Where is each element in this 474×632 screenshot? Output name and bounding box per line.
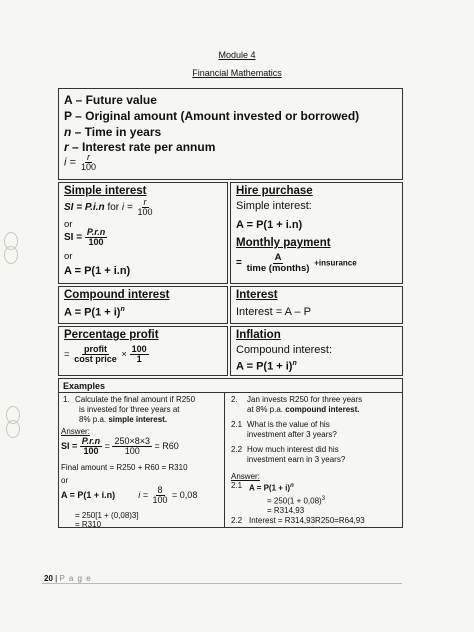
- percentage-profit-title: Percentage profit: [64, 329, 159, 341]
- definition-rate: r – Interest rate per annum: [64, 140, 216, 154]
- step-1: = 250[1 + (0,08)3]: [75, 511, 139, 520]
- question-number: 2.1: [231, 481, 243, 490]
- rate-formula: i = $\frac{r}{100}$: [64, 152, 97, 172]
- question-2-2-text: How much interest did his investment earn in 3 years?: [247, 445, 346, 464]
- inflation-subtitle: Compound interest:: [236, 344, 332, 356]
- page-title: Financial Mathematics: [192, 68, 282, 78]
- compound-interest-box: [58, 286, 228, 324]
- interest-formula: Interest = A – P: [236, 306, 311, 318]
- example-2-panel: [225, 392, 403, 528]
- hire-purchase-title: Hire purchase: [236, 185, 313, 197]
- interest-title: Interest: [236, 289, 278, 301]
- footer-divider: [42, 583, 402, 584]
- monthly-payment-title: Monthly payment: [236, 237, 331, 249]
- question-2-text: Jan invests R250 for three years at 8% p.a. compound interest.: [247, 395, 363, 414]
- interest-box: [230, 286, 403, 324]
- module-label: Module 4: [218, 50, 256, 60]
- answer-2-2: Interest = R314,93R250=R64,93: [249, 516, 365, 525]
- hire-purchase-formula: A = P(1 + i.n): [236, 219, 303, 231]
- question-number: 2.2: [231, 516, 243, 525]
- examples-title: Examples: [63, 381, 106, 391]
- question-1-text: Calculate the final amount if R250 is invested for three years at 8% p.a. simple interest.: [75, 395, 196, 424]
- si-final-formula: A = P(1 + i.n): [64, 265, 131, 277]
- definitions-box: [58, 88, 403, 180]
- monthly-payment-formula: = $\frac{A}{\text{time (months)}}$ +insurance: [236, 252, 357, 274]
- definition-future-value: A – Future value: [64, 93, 157, 107]
- simple-interest-box: [58, 182, 228, 284]
- step-2: = R310: [75, 520, 102, 529]
- question-number: 2.2: [231, 445, 243, 454]
- punch-hole: [6, 420, 20, 438]
- si-calculation: SI = $\frac{P.r.n}{100}$ = $\frac{250\times 8\times 3}{100}$ = R60: [61, 436, 179, 456]
- answer-label: Answer:: [231, 472, 260, 481]
- example-1-panel: [59, 392, 225, 528]
- compound-interest-title: Compound interest: [64, 289, 170, 301]
- or-label: or: [64, 251, 73, 262]
- examples-box: [58, 378, 403, 528]
- question-2-1-text: What is the value of his investment after 3 years?: [247, 420, 337, 439]
- compound-interest-formula: $A = P(1 + i)^n$: [64, 306, 125, 319]
- percentage-profit-formula: = $\frac{\text{profit}}{\text{cost price}}$ × $\frac{100}{1}$: [64, 344, 147, 364]
- percentage-profit-box: [58, 326, 228, 376]
- inflation-title: Inflation: [236, 329, 281, 341]
- final-amount-line: Final amount = R250 + R60 = R310: [61, 463, 188, 472]
- si-formula-2: SI = $\frac{P.r.n}{100}$: [64, 227, 106, 247]
- question-number: 1.: [63, 395, 70, 404]
- page-footer: 20 | P a g e: [44, 574, 92, 583]
- question-number: 2.1: [231, 420, 243, 429]
- a-formula-line: A = P(1 + i.n) i = $\frac{8}{100}$ = 0,08: [61, 485, 198, 505]
- simple-interest-title: Simple interest: [64, 185, 147, 197]
- hire-purchase-subtitle: Simple interest:: [236, 200, 312, 212]
- answer-label: Answer:: [61, 427, 90, 436]
- hire-purchase-box: [230, 182, 403, 284]
- si-formula-1: SI = P.i.n for i = $\frac{r}{100}$: [64, 197, 153, 217]
- or-label: or: [64, 219, 73, 230]
- inflation-formula: $A = P(1 + i)^n$: [236, 360, 297, 373]
- definition-time: n – Time in years: [64, 125, 162, 139]
- definition-original-amount: P – Original amount (Amount invested or borrowed): [64, 109, 360, 123]
- answer-2-1: $A = P(1 + i)^n$ = $250(1 + 0,08)^3$ = R314,93: [249, 483, 326, 516]
- punch-hole: [4, 246, 18, 264]
- inflation-box: [230, 326, 403, 376]
- or-label: or: [61, 476, 69, 485]
- question-number: 2.: [231, 395, 238, 404]
